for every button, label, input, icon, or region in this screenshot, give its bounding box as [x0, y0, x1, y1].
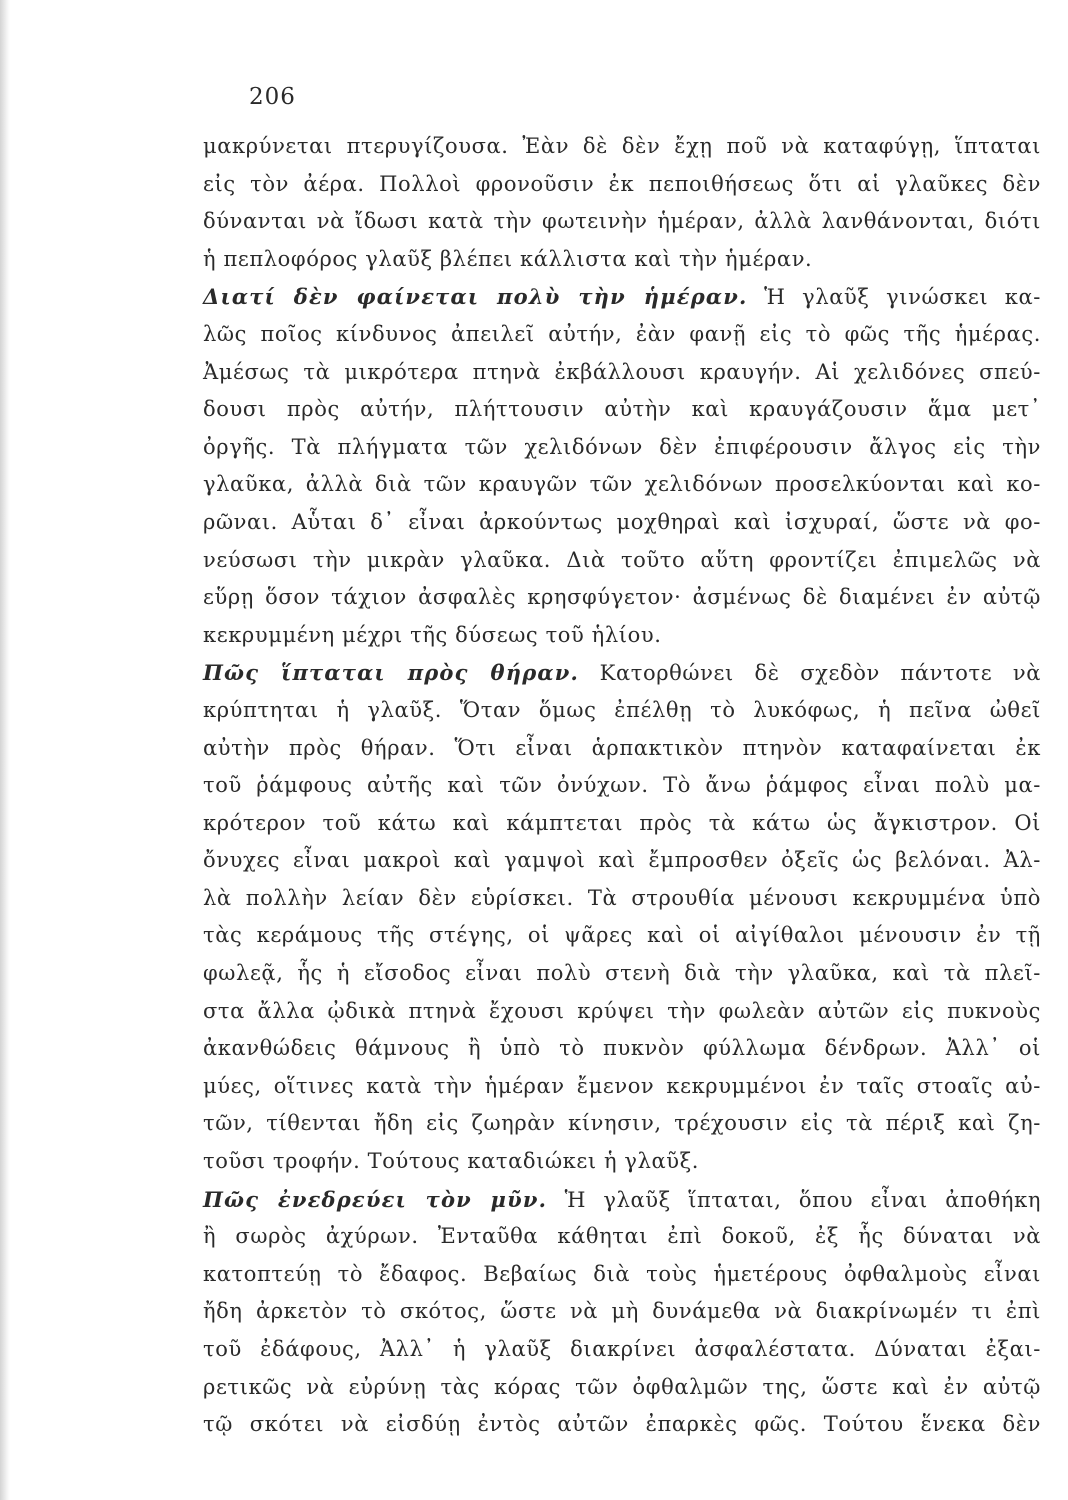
text-line: κατοπτεύῃ τὸ ἔδαφος. Βεβαίως διὰ τοὺς ἡμετέρους ὀφθαλμοὺς εἶναι — [203, 1261, 1041, 1286]
text-line: τοῦ ἐδάφους, Ἀλλ᾽ ἡ γλαῦξ διακρίνει ἀσφαλέστατα. Δύναται ἐξαι- — [203, 1337, 1041, 1361]
section-heading-line: Διατί δὲν φαίνεται πολὺ τὴν ἡμέραν. Ἡ γλαῦξ γινώσκει κα- — [203, 284, 1041, 310]
text-line: ἤδη ἀρκετὸν τὸ σκότος, ὥστε νὰ μὴ δυνάμεθα νὰ διακρίνωμέν τι ἐπὶ — [203, 1299, 1041, 1324]
text-line: κρύπτηται ἡ γλαῦξ. Ὅταν ὅμως ἐπέλθῃ τὸ λυκόφως, ἡ πεῖνα ὠθεῖ — [203, 697, 1041, 722]
text-line: εἰς τὸν ἀέρα. Πολλοὶ φρονοῦσιν ἐκ πεποιθήσεως ὅτι αἱ γλαῦκες δὲν — [203, 171, 1041, 196]
text-line: τοῦ ῥάμφους αὐτῆς καὶ τῶν ὀνύχων. Τὸ ἄνω ῥάμφος εἶναι πολὺ μα- — [203, 773, 1041, 798]
text-line: Ἀμέσως τὰ μικρότερα πτηνὰ ἐκβάλλουσι κραυγήν. Αἱ χελιδόνες σπεύ- — [203, 359, 1041, 384]
section-heading-line: Πῶς ἐνεδρεύει τὸν μῦν. Ἡ γλαῦξ ἵπταται, ὅπου εἶναι ἀποθήκη — [203, 1186, 1042, 1212]
section-heading: Πῶς ἐνεδρεύει τὸν μῦν. — [203, 1186, 548, 1212]
section-heading: Διατί δὲν φαίνεται πολὺ τὴν ἡμέραν. — [203, 284, 748, 310]
text-line: τὰς κεράμους τῆς στέγης, οἱ ψᾶρες καὶ οἱ αἰγίθαλοι μένουσιν ἐν τῇ — [203, 923, 1041, 948]
text-line: στα ἄλλα ᾠδικὰ πτηνὰ ἔχουσι κρύψει τὴν φωλεὰν αὐτῶν εἰς πυκνοὺς — [203, 998, 1041, 1023]
text-line: αὐτὴν πρὸς θήραν. Ὅτι εἶναι ἁρπακτικὸν πτηνὸν καταφαίνεται ἐκ — [203, 735, 1041, 760]
text-line: ρῶναι. Αὗται δ᾽ εἶναι ἀρκούντως μοχθηραὶ καὶ ἰσχυραί, ὥστε νὰ φο- — [203, 509, 1041, 534]
text-line: ὄνυχες εἶναι μακροὶ καὶ γαμψοὶ καὶ ἔμπροσθεν ὀξεῖς ὡς βελόναι. Ἀλ- — [203, 848, 1041, 873]
text-line: δύνανται νὰ ἴδωσι κατὰ τὴν φωτεινὴν ἡμέραν, ἀλλὰ λανθάνονται, διότι — [203, 209, 1041, 234]
text-line: ἡ πεπλοφόρος γλαῦξ βλέπει κάλλιστα καὶ τὴν ἡμέραν. — [203, 246, 813, 271]
body-text — [203, 128, 1041, 1444]
text-line: κεκρυμμένη μέχρι τῆς δύσεως τοῦ ἡλίου. — [203, 622, 662, 647]
text-line: ρετικῶς νὰ εὐρύνῃ τὰς κόρας τῶν ὀφθαλμῶν της, ὥστε καὶ ἐν αὐτῷ — [203, 1374, 1041, 1399]
text-line: λὰ πολλὴν λείαν δὲν εὑρίσκει. Τὰ στρουθία μένουσι κεκρυμμένα ὑπὸ — [203, 885, 1041, 910]
text-line: τῷ σκότει νὰ εἰσδύῃ ἐντὸς αὐτῶν ἐπαρκὲς φῶς. Τούτου ἕνεκα δὲν — [203, 1412, 1041, 1437]
text-line: εὕρῃ ὅσον τάχιον ἀσφαλὲς κρησφύγετον· ἀσμένως δὲ διαμένει ἐν αὐτῷ — [203, 585, 1041, 610]
text-line: ἢ σωρὸς ἀχύρων. Ἐνταῦθα κάθηται ἐπὶ δοκοῦ, ἐξ ἧς δύναται νὰ — [203, 1224, 1041, 1249]
text-line: μακρύνεται πτερυγίζουσα. Ἐὰν δὲ δὲν ἔχῃ ποῦ νὰ καταφύγῃ, ἵπταται — [203, 134, 1041, 158]
text-line: κρότερον τοῦ κάτω καὶ κάμπτεται πρὸς τὰ κάτω ὡς ἄγκιστρον. Οἱ — [203, 810, 1041, 835]
text-line: τοῦσι τροφήν. Τούτους καταδιώκει ἡ γλαῦξ. — [203, 1149, 700, 1174]
text-line: μύες, οἵτινες κατὰ τὴν ἡμέραν ἔμενον κεκρυμμένοι ἐν ταῖς στοαῖς αὐ- — [203, 1073, 1041, 1098]
text-line: φωλεᾷ, ἧς ἡ εἴσοδος εἶναι πολὺ στενὴ διὰ τὴν γλαῦκα, καὶ τὰ πλεῖ- — [203, 961, 1041, 986]
text-line: γλαῦκα, ἀλλὰ διὰ τῶν κραυγῶν τῶν χελιδόνων προσελκύονται καὶ κο- — [203, 472, 1041, 497]
section-heading-line: Πῶς ἵπταται πρὸς θήραν. Κατορθώνει δὲ σχεδὸν πάντοτε νὰ — [203, 660, 1041, 686]
section-heading: Πῶς ἵπταται πρὸς θήραν. — [203, 660, 579, 686]
text-line: ὀργῆς. Τὰ πλήγματα τῶν χελιδόνων δὲν ἐπιφέρουσιν ἄλγος εἰς τὴν — [203, 434, 1041, 459]
page-number: 206 — [249, 84, 296, 110]
text-line: δουσι πρὸς αὐτήν, πλήττουσιν αὐτὴν καὶ κραυγάζουσιν ἅμα μετ᾽ — [203, 397, 1041, 422]
text-line: τῶν, τίθενται ἤδη εἰς ζωηρὰν κίνησιν, τρέχουσιν εἰς τὰ πέριξ καὶ ζη- — [203, 1111, 1041, 1136]
text-line: λῶς ποῖος κίνδυνος ἀπειλεῖ αὐτήν, ἐὰν φανῇ εἰς τὸ φῶς τῆς ἡμέρας. — [203, 321, 1041, 346]
page-binding-edge — [0, 0, 10, 1500]
text-line: ἀκανθώδεις θάμνους ἢ ὑπὸ τὸ πυκνὸν φύλλωμα δένδρων. Ἀλλ᾽ οἱ — [203, 1036, 1041, 1061]
text-line: νεύσωσι τὴν μικρὰν γλαῦκα. Διὰ τοῦτο αὕτη φροντίζει ἐπιμελῶς νὰ — [203, 547, 1041, 572]
